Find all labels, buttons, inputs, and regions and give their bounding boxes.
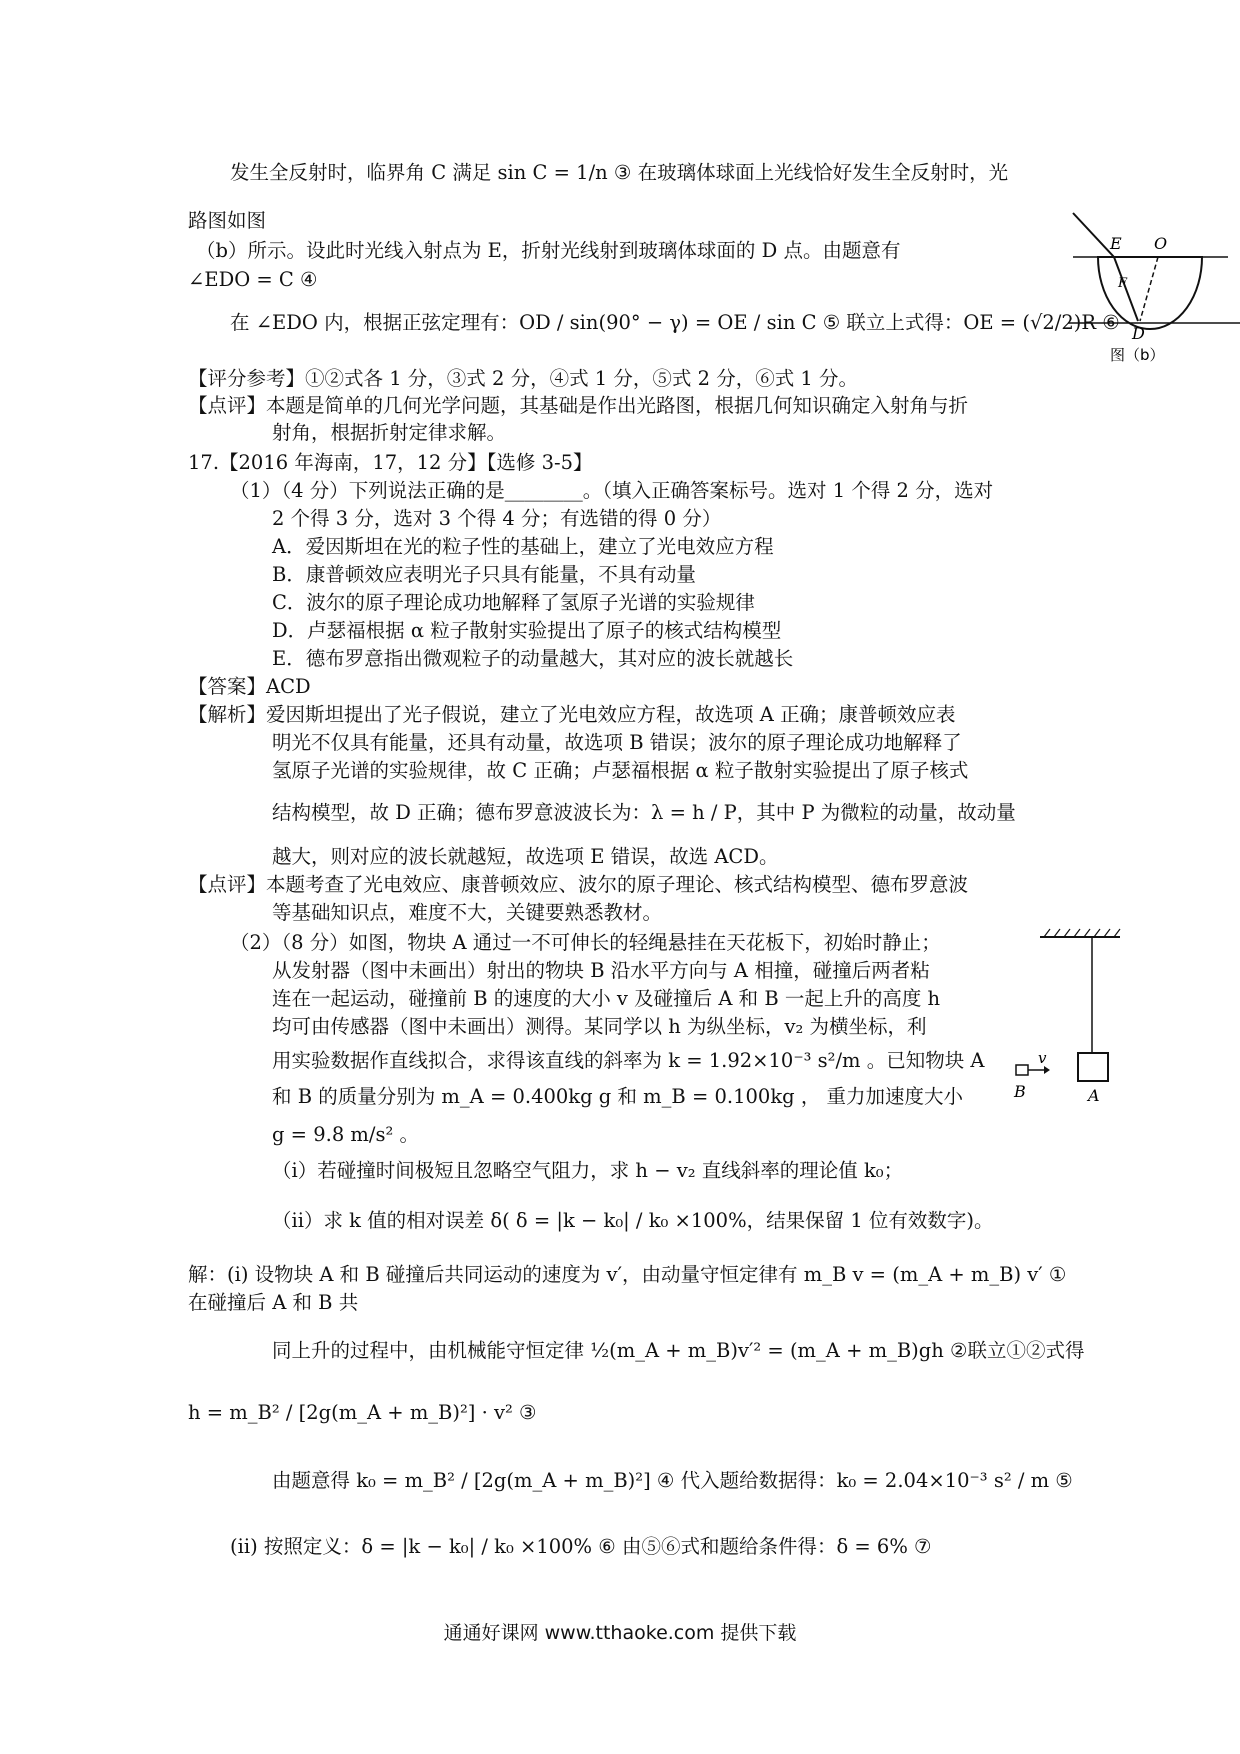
page-footer: 通通好课网 www.tthaoke.com 提供下载 — [443, 1622, 797, 1644]
label-v: v — [1038, 1049, 1047, 1067]
comment-line-2: 等基础知识点，难度不大，关键要熟悉教材。 — [272, 901, 663, 924]
part2-line-6: 和 B 的质量分别为 m_A = 0.400kg g 和 m_B = 0.100kg ， 重力加速度大小 — [272, 1085, 964, 1108]
option-c: C．波尔的原子理论成功地解释了氢原子光谱的实验规律 — [272, 591, 755, 614]
solution-line-3: 同上升的过程中，由机械能守恒定律 ½(m_A + m_B)v′² = (m_A + m_B)gh ②联立①②式得 — [272, 1339, 1085, 1362]
analysis-line-5: 越大，则对应的波长就越短，故选项 E 错误，故选 ACD。 — [272, 845, 779, 868]
part2-line-4: 均可由传感器（图中未画出）测得。某同学以 h 为纵坐标，v₂ 为横坐标，利 — [272, 1015, 927, 1038]
label-e: E — [1110, 234, 1122, 253]
block-b — [1016, 1065, 1028, 1075]
q17-part1-line2: 2 个得 3 分，选对 3 个得 4 分；有选错的得 0 分） — [272, 507, 722, 530]
figure-b-caption: 图（b） — [1110, 346, 1165, 364]
solution-line-6: (ii) 按照定义：δ = |k − k₀| / k₀ ×100% ⑥ 由⑤⑥式和题给条件得：δ = 6% ⑦ — [230, 1535, 932, 1558]
comment-line-1: 【点评】本题考查了光电效应、康普顿效应、波尔的原子理论、核式结构模型、德布罗意波 — [188, 873, 969, 896]
label-o: O — [1154, 234, 1168, 253]
analysis-line-4: 结构模型，故 D 正确；德布罗意波波长为：λ = h / P，其中 P 为微粒的动量，故动量 — [272, 801, 1016, 824]
part2-line-7: g = 9.8 m/s² 。 — [272, 1123, 420, 1146]
label-a: A — [1088, 1086, 1100, 1105]
hemisphere-outline — [1098, 257, 1202, 329]
option-a: A．爱因斯坦在光的粒子性的基础上，建立了光电效应方程 — [272, 535, 774, 558]
prev-line-1: 发生全反射时，临界角 C 满足 sin C = 1/n ③ 在玻璃体球面上光线恰好发生全反射时，光 — [230, 161, 1009, 184]
analysis-line-2: 明光不仅具有能量，还具有动量，故选项 B 错误；波尔的原子理论成功地解释了 — [272, 731, 962, 754]
part2-line-3: 连在一起运动，碰撞前 B 的速度的大小 v 及碰撞后 A 和 B 一起上升的高度 h — [272, 987, 941, 1010]
figure-b-optics-diagram — [1068, 205, 1240, 365]
prev-line-2: 路图如图 — [188, 209, 267, 232]
part2-line-2: 从发射器（图中未画出）射出的物块 B 沿水平方向与 A 相撞，碰撞后两者粘 — [272, 959, 930, 982]
figure-pendulum-collision — [1010, 925, 1130, 1115]
sub-question-ii: （ii）求 k 值的相对误差 δ( δ = |k − k₀| / k₀ ×100%，结果保留 1 位有效数字)。 — [272, 1209, 994, 1232]
solution-line-4: h = m_B² / [2g(m_A + m_B)²] · v² ③ — [188, 1401, 537, 1424]
solution-line-2: 在碰撞后 A 和 B 共 — [188, 1291, 359, 1314]
part2-line-5: 用实验数据作直线拟合，求得该直线的斜率为 k = 1.92×10⁻³ s²/m 。已知物块 A — [272, 1049, 985, 1072]
velocity-arrowhead — [1044, 1066, 1050, 1074]
ceiling-hatching — [1044, 929, 1120, 937]
label-b: B — [1014, 1082, 1026, 1101]
prev-line-5: 在 ∠EDO 内，根据正弦定理有：OD / sin(90° − γ) = OE / sin C ⑤ 联立上式得：OE = (√2/2)R ⑥ — [230, 311, 1120, 334]
sub-question-i: （i）若碰撞时间极短且忽略空气阻力，求 h − v₂ 直线斜率的理论值 k₀； — [272, 1159, 904, 1182]
q17-part1-line1: （1）（4 分）下列说法正确的是________。（填入正确答案标号。选对 1 个得 2 分，选对 — [230, 479, 994, 502]
analysis-line-1: 【解析】爱因斯坦提出了光子假说，建立了光电效应方程，故选项 A 正确；康普顿效应表 — [188, 703, 956, 726]
part2-line-1: （2）（8 分）如图，物块 A 通过一不可伸长的轻绳悬挂在天花板下，初始时静止； — [230, 931, 941, 954]
solution-line-1: 解：(i) 设物块 A 和 B 碰撞后共同运动的速度为 v′，由动量守恒定律有 m_B v = (m_A + m_B) v′ ① — [188, 1263, 1067, 1286]
scoring-reference: 【评分参考】①②式各 1 分，③式 2 分，④式 1 分，⑤式 2 分，⑥式 1 分。 — [188, 367, 859, 390]
radius-od — [1140, 257, 1158, 321]
block-a — [1078, 1053, 1108, 1081]
prev-line-3: （b）所示。设此时光线入射点为 E，折射光线射到玻璃体球面的 D 点。由题意有 — [196, 239, 901, 262]
label-f: F — [1118, 276, 1128, 291]
prev-line-4: ∠EDO = C ④ — [188, 268, 318, 291]
prev-comment-1: 【点评】本题是简单的几何光学问题，其基础是作出光路图，根据几何知识确定入射角与折 — [188, 394, 969, 417]
incident-ray — [1073, 213, 1114, 257]
analysis-line-3: 氢原子光谱的实验规律，故 C 正确；卢瑟福根据 α 粒子散射实验提出了原子核式 — [272, 759, 969, 782]
prev-comment-2: 射角，根据折射定律求解。 — [272, 421, 507, 444]
label-d: D — [1132, 324, 1145, 343]
option-d: D．卢瑟福根据 α 粒子散射实验提出了原子的核式结构模型 — [272, 619, 782, 642]
option-b: B．康普顿效应表明光子只具有能量，不具有动量 — [272, 563, 696, 586]
option-e: E．德布罗意指出微观粒子的动量越大，其对应的波长就越长 — [272, 647, 794, 670]
answer: 【答案】ACD — [188, 675, 311, 698]
q17-header: 17.【2016 年海南，17，12 分】【选修 3-5】 — [188, 451, 593, 474]
solution-line-5: 由题意得 k₀ = m_B² / [2g(m_A + m_B)²] ④ 代入题给数据得：k₀ = 2.04×10⁻³ s² / m ⑤ — [272, 1469, 1073, 1492]
